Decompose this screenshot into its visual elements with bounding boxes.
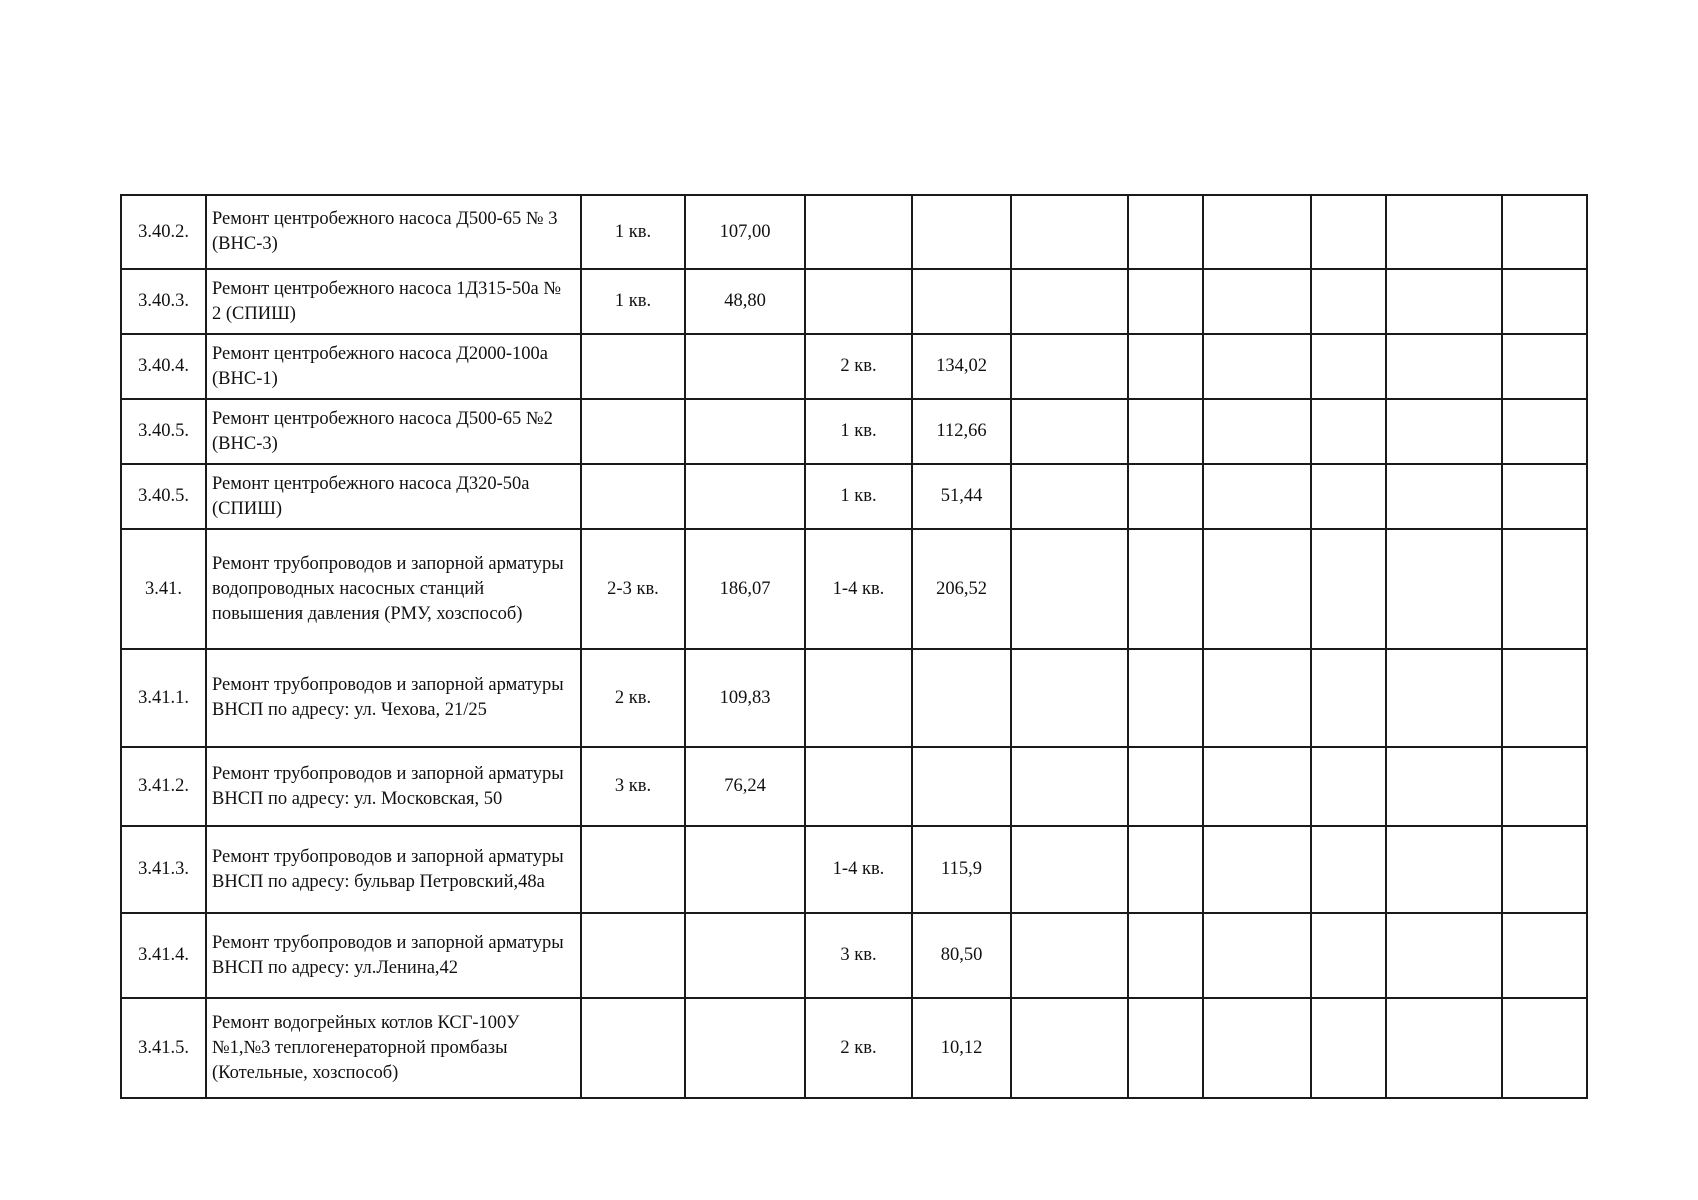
empty-cell [1386, 649, 1502, 747]
empty-cell [1502, 399, 1587, 464]
empty-cell [1502, 747, 1587, 826]
next-quarter-cell: 1 кв. [805, 399, 912, 464]
empty-cell [1203, 649, 1311, 747]
next-quarter-cell: 2 кв. [805, 998, 912, 1098]
empty-cell [1011, 269, 1128, 334]
empty-cell [1311, 464, 1386, 529]
plan-amount-cell [685, 913, 805, 998]
work-description-cell: Ремонт центробежного насоса 1Д315-50а № 2 (СПИШ) [206, 269, 581, 334]
table-row [121, 334, 1587, 399]
work-description-cell: Ремонт трубопроводов и запорной арматуры ВНСП по адресу: бульвар Петровский,48а [206, 826, 581, 913]
empty-cell [1011, 464, 1128, 529]
plan-quarter-cell [581, 913, 685, 998]
empty-cell [1128, 649, 1203, 747]
table-row [121, 269, 1587, 334]
empty-cell [1502, 998, 1587, 1098]
plan-amount-cell [685, 464, 805, 529]
work-description-cell: Ремонт центробежного насоса Д320-50а (СПИШ) [206, 464, 581, 529]
table-row [121, 826, 1587, 913]
empty-cell [1011, 747, 1128, 826]
empty-cell [1502, 649, 1587, 747]
empty-cell [1502, 269, 1587, 334]
empty-cell [1011, 334, 1128, 399]
empty-cell [1502, 913, 1587, 998]
item-number-cell: 3.41.4. [121, 913, 206, 998]
empty-cell [1311, 399, 1386, 464]
empty-cell [1203, 913, 1311, 998]
empty-cell [1386, 747, 1502, 826]
empty-cell [1502, 826, 1587, 913]
empty-cell [1011, 826, 1128, 913]
item-number-cell: 3.41.2. [121, 747, 206, 826]
next-quarter-cell: 1 кв. [805, 464, 912, 529]
empty-cell [1011, 195, 1128, 269]
empty-cell [1128, 998, 1203, 1098]
table-row [121, 195, 1587, 269]
next-amount-cell: 80,50 [912, 913, 1011, 998]
plan-amount-cell [685, 334, 805, 399]
plan-quarter-cell [581, 998, 685, 1098]
next-quarter-cell [805, 649, 912, 747]
next-quarter-cell: 1-4 кв. [805, 529, 912, 649]
empty-cell [1011, 913, 1128, 998]
next-quarter-cell [805, 195, 912, 269]
next-amount-cell [912, 649, 1011, 747]
empty-cell [1311, 998, 1386, 1098]
next-amount-cell: 134,02 [912, 334, 1011, 399]
empty-cell [1203, 195, 1311, 269]
plan-quarter-cell [581, 399, 685, 464]
plan-amount-cell: 76,24 [685, 747, 805, 826]
item-number-cell: 3.41.1. [121, 649, 206, 747]
repair-works-table [120, 194, 1588, 1099]
next-amount-cell: 112,66 [912, 399, 1011, 464]
plan-amount-cell [685, 998, 805, 1098]
empty-cell [1386, 464, 1502, 529]
empty-cell [1203, 998, 1311, 1098]
next-amount-cell: 115,9 [912, 826, 1011, 913]
plan-quarter-cell [581, 826, 685, 913]
next-quarter-cell [805, 269, 912, 334]
table-row [121, 649, 1587, 747]
work-description-cell: Ремонт центробежного насоса Д2000-100а (ВНС-1) [206, 334, 581, 399]
empty-cell [1128, 747, 1203, 826]
work-description-cell: Ремонт трубопроводов и запорной арматуры ВНСП по адресу: ул.Ленина,42 [206, 913, 581, 998]
empty-cell [1386, 399, 1502, 464]
item-number-cell: 3.40.2. [121, 195, 206, 269]
item-number-cell: 3.40.5. [121, 399, 206, 464]
next-amount-cell [912, 195, 1011, 269]
empty-cell [1128, 334, 1203, 399]
next-amount-cell [912, 269, 1011, 334]
next-amount-cell: 10,12 [912, 998, 1011, 1098]
plan-amount-cell: 107,00 [685, 195, 805, 269]
table-row [121, 464, 1587, 529]
empty-cell [1128, 913, 1203, 998]
next-quarter-cell [805, 747, 912, 826]
empty-cell [1311, 649, 1386, 747]
work-description-cell: Ремонт центробежного насоса Д500-65 №2 (ВНС-3) [206, 399, 581, 464]
empty-cell [1386, 998, 1502, 1098]
empty-cell [1128, 529, 1203, 649]
empty-cell [1386, 826, 1502, 913]
empty-cell [1203, 269, 1311, 334]
next-amount-cell: 206,52 [912, 529, 1011, 649]
empty-cell [1128, 399, 1203, 464]
plan-amount-cell: 48,80 [685, 269, 805, 334]
plan-amount-cell [685, 399, 805, 464]
plan-quarter-cell [581, 334, 685, 399]
empty-cell [1311, 195, 1386, 269]
item-number-cell: 3.41.3. [121, 826, 206, 913]
empty-cell [1128, 195, 1203, 269]
table-row [121, 399, 1587, 464]
empty-cell [1203, 464, 1311, 529]
table-row [121, 998, 1587, 1098]
table-body [121, 195, 1587, 1098]
plan-quarter-cell: 1 кв. [581, 269, 685, 334]
empty-cell [1502, 464, 1587, 529]
item-number-cell: 3.41.5. [121, 998, 206, 1098]
item-number-cell: 3.41. [121, 529, 206, 649]
plan-amount-cell: 109,83 [685, 649, 805, 747]
next-amount-cell [912, 747, 1011, 826]
work-description-cell: Ремонт трубопроводов и запорной арматуры ВНСП по адресу: ул. Чехова, 21/25 [206, 649, 581, 747]
empty-cell [1311, 334, 1386, 399]
empty-cell [1203, 529, 1311, 649]
item-number-cell: 3.40.5. [121, 464, 206, 529]
table-row [121, 747, 1587, 826]
empty-cell [1011, 529, 1128, 649]
item-number-cell: 3.40.3. [121, 269, 206, 334]
table-row [121, 529, 1587, 649]
empty-cell [1011, 998, 1128, 1098]
next-quarter-cell: 2 кв. [805, 334, 912, 399]
empty-cell [1311, 913, 1386, 998]
empty-cell [1203, 399, 1311, 464]
empty-cell [1386, 529, 1502, 649]
empty-cell [1311, 269, 1386, 334]
next-quarter-cell: 3 кв. [805, 913, 912, 998]
plan-quarter-cell: 3 кв. [581, 747, 685, 826]
plan-amount-cell [685, 826, 805, 913]
empty-cell [1502, 195, 1587, 269]
empty-cell [1502, 529, 1587, 649]
empty-cell [1311, 747, 1386, 826]
work-description-cell: Ремонт водогрейных котлов КСГ-100У №1,№3 теплогенераторной промбазы (Котельные, хозспособ) [206, 998, 581, 1098]
empty-cell [1386, 195, 1502, 269]
empty-cell [1011, 399, 1128, 464]
next-quarter-cell: 1-4 кв. [805, 826, 912, 913]
work-description-cell: Ремонт центробежного насоса Д500-65 № 3 (ВНС-3) [206, 195, 581, 269]
plan-quarter-cell: 1 кв. [581, 195, 685, 269]
next-amount-cell: 51,44 [912, 464, 1011, 529]
empty-cell [1386, 913, 1502, 998]
item-number-cell: 3.40.4. [121, 334, 206, 399]
empty-cell [1128, 464, 1203, 529]
plan-quarter-cell [581, 464, 685, 529]
empty-cell [1386, 334, 1502, 399]
empty-cell [1311, 529, 1386, 649]
empty-cell [1203, 334, 1311, 399]
empty-cell [1128, 269, 1203, 334]
table-row [121, 913, 1587, 998]
empty-cell [1203, 826, 1311, 913]
empty-cell [1502, 334, 1587, 399]
plan-quarter-cell: 2-3 кв. [581, 529, 685, 649]
plan-quarter-cell: 2 кв. [581, 649, 685, 747]
work-description-cell: Ремонт трубопроводов и запорной арматуры ВНСП по адресу: ул. Московская, 50 [206, 747, 581, 826]
empty-cell [1128, 826, 1203, 913]
empty-cell [1311, 826, 1386, 913]
empty-cell [1011, 649, 1128, 747]
plan-amount-cell: 186,07 [685, 529, 805, 649]
empty-cell [1386, 269, 1502, 334]
empty-cell [1203, 747, 1311, 826]
work-description-cell: Ремонт трубопроводов и запорной арматуры водопроводных насосных станций повышения давления (РМУ, хозспособ) [206, 529, 581, 649]
